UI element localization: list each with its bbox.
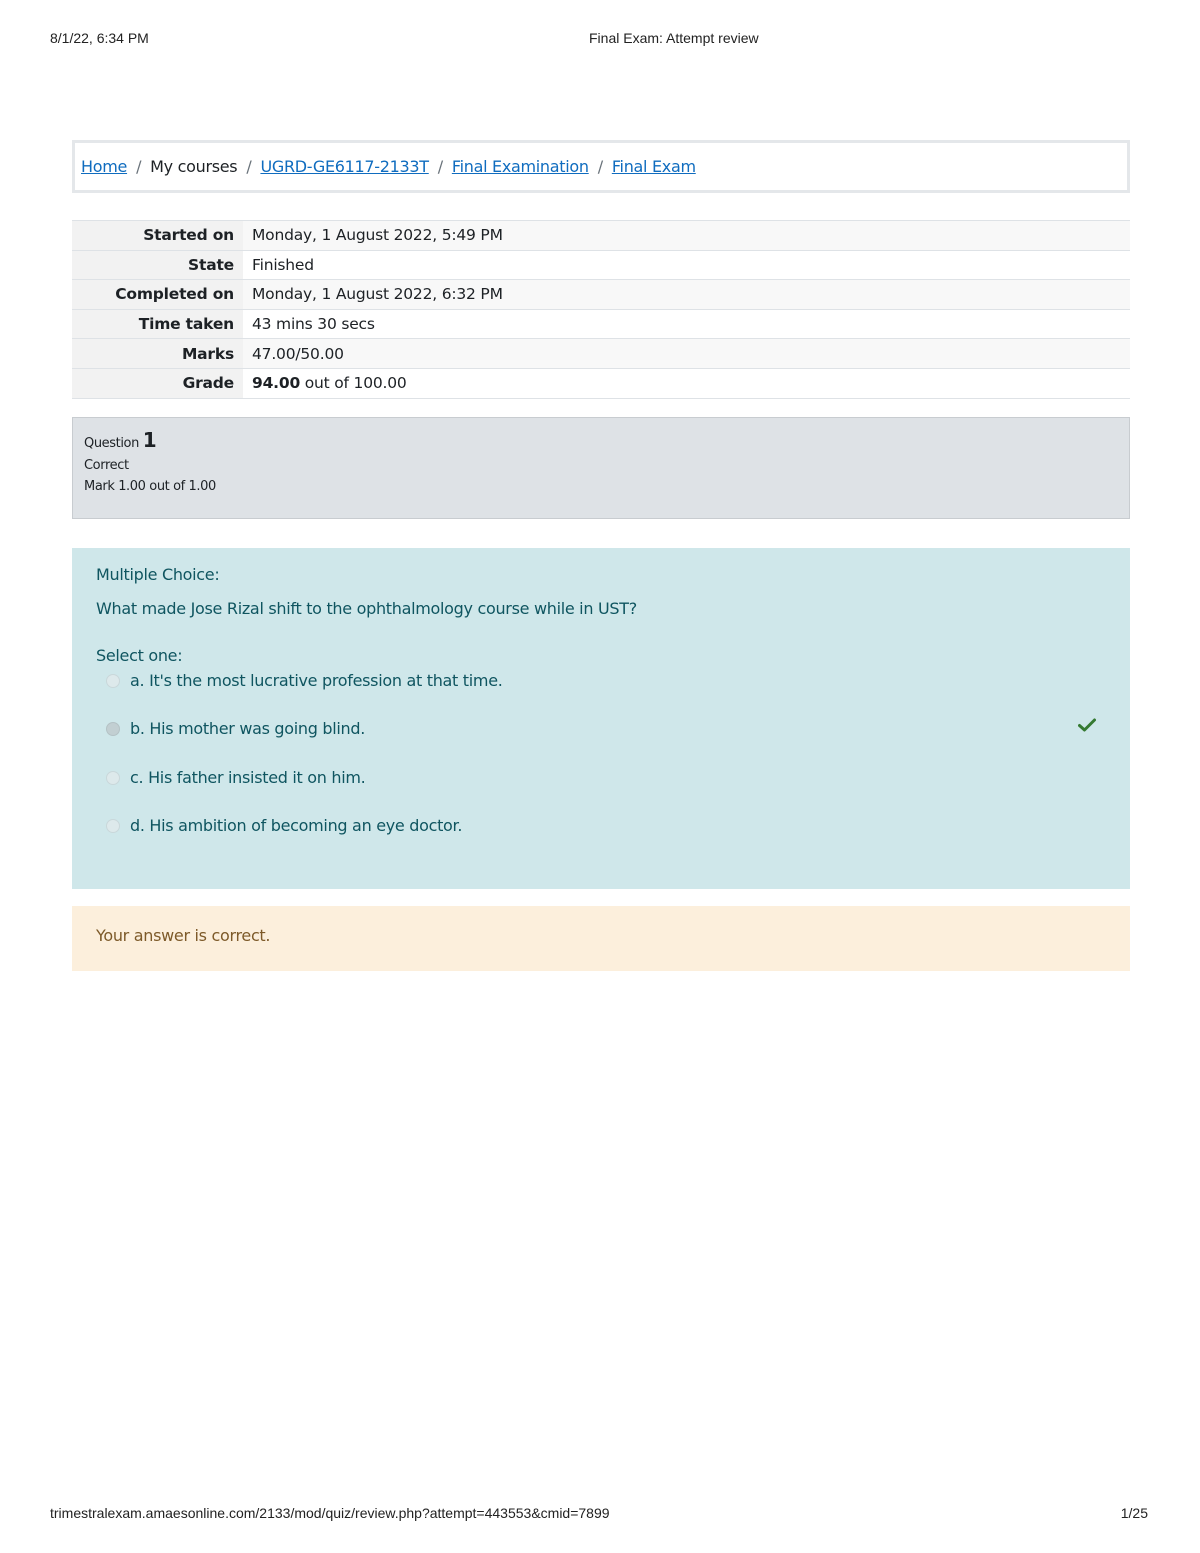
question-status: Correct — [84, 457, 129, 473]
answer-option-b[interactable] — [96, 718, 1106, 767]
breadcrumb-quiz-link[interactable]: Final Exam — [611, 157, 696, 176]
completed-on-value: Monday, 1 August 2022, 6:32 PM — [243, 280, 1130, 310]
summary-row-grade — [72, 368, 1130, 398]
print-header — [0, 30, 1200, 50]
started-on-label: Started on — [72, 221, 243, 251]
marks-label: Marks — [72, 339, 243, 369]
summary-row-time-taken — [72, 309, 1130, 339]
answer-label: d. His ambition of becoming an eye doctor. — [130, 816, 463, 836]
summary-row-started — [72, 221, 1130, 251]
grade-label: Grade — [72, 368, 243, 398]
answer-option-d[interactable] — [96, 815, 1106, 864]
time-taken-value: 43 mins 30 secs — [243, 309, 1130, 339]
question-formulation — [72, 548, 1130, 889]
grade-cell — [243, 368, 1130, 398]
feedback-box — [72, 906, 1130, 971]
breadcrumb-my-courses: My courses — [150, 157, 238, 176]
print-title: Final Exam: Attempt review — [589, 30, 759, 46]
breadcrumb-separator: / — [136, 157, 142, 176]
breadcrumb-separator: / — [437, 157, 443, 176]
answer-option-c[interactable] — [96, 767, 1106, 816]
question-label: Question — [84, 435, 139, 451]
answer-option-a[interactable] — [96, 670, 1106, 719]
print-url: trimestralexam.amaesonline.com/2133/mod/quiz/review.php?attempt=443553&cmid=7899 — [50, 1505, 610, 1521]
grade-value: 94.00 — [252, 374, 301, 393]
radio-button[interactable] — [106, 819, 120, 833]
answer-list — [96, 670, 1106, 864]
breadcrumb-section-link[interactable]: Final Examination — [451, 157, 589, 176]
summary-row-completed — [72, 280, 1130, 310]
breadcrumb-home-link[interactable]: Home — [81, 157, 128, 176]
question-number-value: 1 — [142, 427, 157, 452]
attempt-summary-table — [72, 220, 1130, 399]
completed-on-label: Completed on — [72, 280, 243, 310]
question-text: What made Jose Rizal shift to the ophthalmology course while in UST? — [96, 598, 637, 618]
grade-suffix: out of 100.00 — [304, 374, 407, 393]
print-datetime: 8/1/22, 6:34 PM — [50, 30, 149, 46]
breadcrumb-separator: / — [246, 157, 252, 176]
started-on-value: Monday, 1 August 2022, 5:49 PM — [243, 221, 1130, 251]
radio-button-selected[interactable] — [106, 722, 120, 736]
question-number — [84, 428, 1118, 452]
main-content — [72, 140, 1130, 971]
answer-prompt: Select one: — [96, 645, 183, 665]
question-mark: Mark 1.00 out of 1.00 — [84, 478, 216, 494]
check-icon — [1078, 718, 1096, 732]
time-taken-label: Time taken — [72, 309, 243, 339]
radio-button[interactable] — [106, 674, 120, 688]
print-page-number: 1/25 — [1120, 1505, 1148, 1521]
summary-row-state — [72, 250, 1130, 280]
breadcrumb-course-link[interactable]: UGRD-GE6117-2133T — [260, 157, 429, 176]
state-value: Finished — [243, 250, 1130, 280]
print-footer — [0, 1505, 1200, 1525]
answer-label: a. It's the most lucrative profession at that time. — [130, 670, 503, 690]
summary-row-marks — [72, 339, 1130, 369]
question-type: Multiple Choice: — [96, 564, 220, 584]
answer-label: c. His father insisted it on him. — [130, 767, 366, 787]
marks-value: 47.00/50.00 — [243, 339, 1130, 369]
breadcrumb-separator: / — [597, 157, 603, 176]
breadcrumb — [72, 140, 1130, 193]
answer-label: b. His mother was going blind. — [130, 719, 366, 739]
feedback-text: Your answer is correct. — [96, 925, 271, 945]
question-info — [72, 417, 1130, 519]
state-label: State — [72, 250, 243, 280]
radio-button[interactable] — [106, 771, 120, 785]
